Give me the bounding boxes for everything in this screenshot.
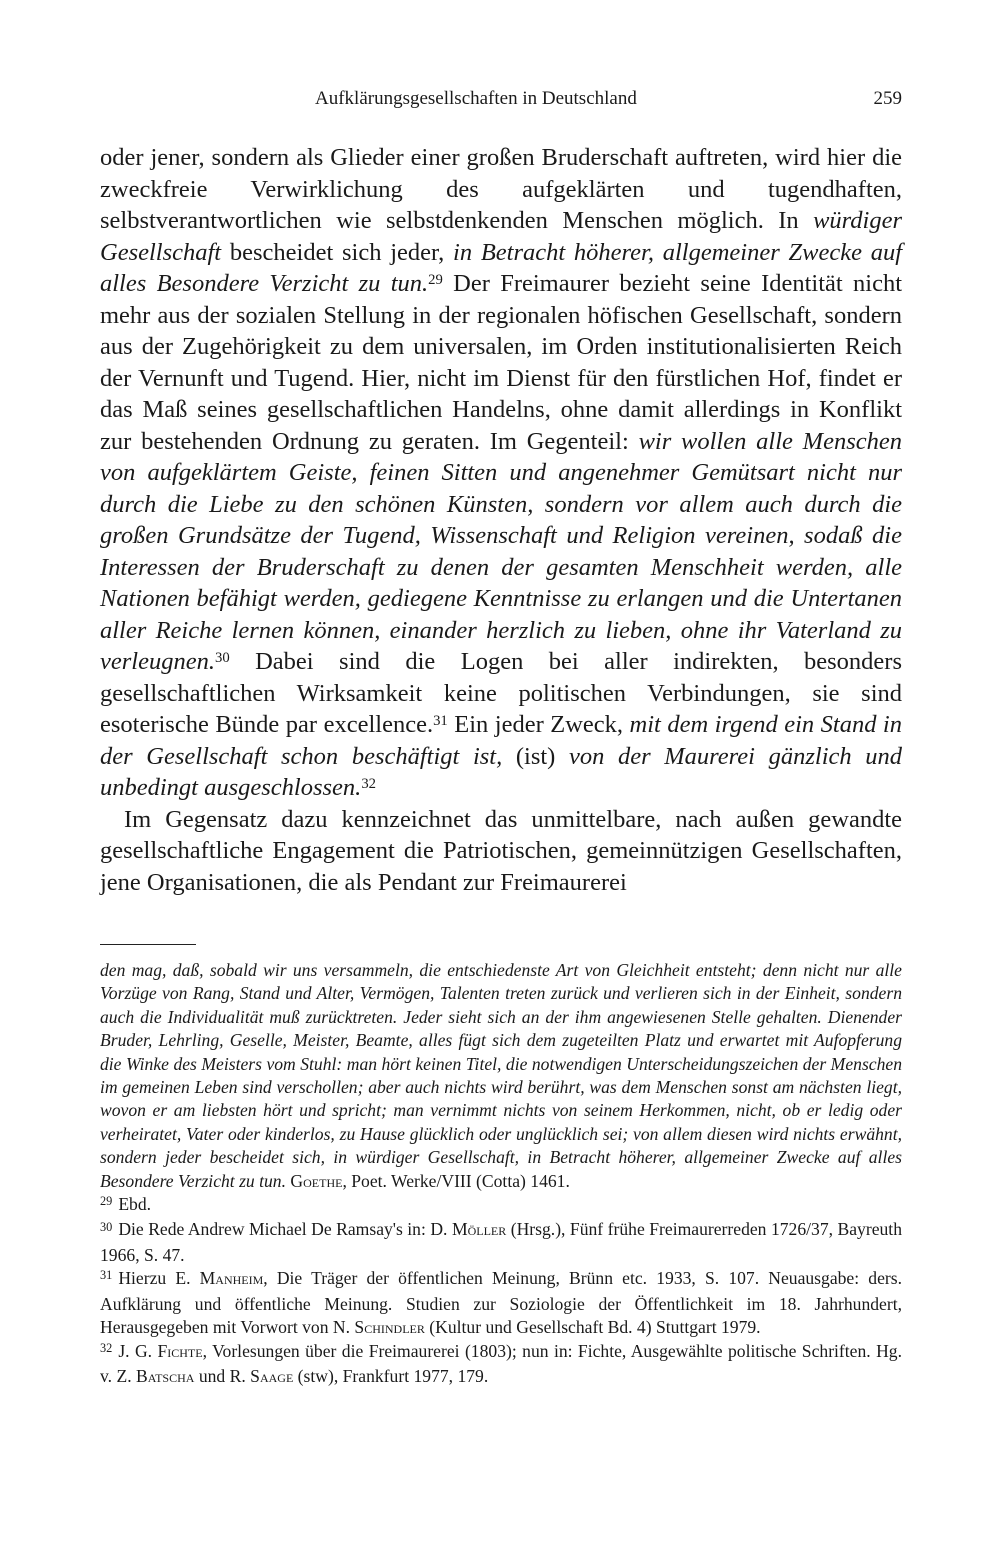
author-name: Möller — [451, 1219, 507, 1240]
text-run: Dabei sind die Logen bei aller indirekten, besonders gesellschaftlichen Wirksamkeit keine politischen Verbindungen, sie sind esoterische Bünde par excellence. — [100, 648, 902, 738]
quote-italic: von der Maurerei gänzlich und unbedingt ausgeschlossen. — [100, 742, 903, 801]
text-run: , Poet. Werke/VIII (Cotta) 1461. — [342, 1170, 570, 1191]
quote-italic: würdiger Gesellschaft — [100, 207, 902, 266]
quote-italic: in Betracht höherer, allgemeiner Zwecke auf alles Besondere Verzicht zu tun. — [100, 238, 902, 297]
footnote-number: 29 — [100, 1194, 113, 1209]
quote-italic: mit dem irgend ein Stand in der Gesellschaft schon beschäftigt ist, — [100, 711, 902, 770]
paragraph-2: Im Gegensatz dazu kennzeichnet das unmittelbare, nach außen gewandte gesellschaftliche Engagement die Patriotischen, gemeinnützigen Gesellschaften, jene Organisationen, die als Pendant zur Freimaurerei — [100, 805, 902, 896]
text-run: und R. — [194, 1365, 251, 1386]
page-number: 259 — [873, 88, 902, 109]
author-name: Goethe — [290, 1170, 343, 1191]
quote-italic: wir wollen alle Menschen von aufgeklärtem Geiste, feinen Sitten und angenehmer Gemütsart nicht nur durch die Liebe zu den schönen Künsten, sondern vor allem auch durch die großen Grundsätze der Tugend, Wissenschaft und Religion vereinen, sodaß die Interessen der Bruderschaft zu denen der gesamten Menschheit werden, alle Nationen befähigt werden, gediegene Kenntnisse zu erlangen und die Untertanen aller Reiche lernen können, einander herzlich zu lieben, ohne ihr Vaterland zu verleugnen. — [100, 427, 902, 675]
footnote-32 — [100, 1340, 902, 1389]
main-text — [100, 142, 902, 898]
footnote-31 — [100, 1267, 902, 1339]
footnote-30 — [100, 1218, 902, 1267]
author-name: Fichte — [157, 1340, 203, 1361]
footnote-number: 31 — [100, 1268, 113, 1283]
footnote-29 — [100, 1193, 902, 1218]
footnote-ref-29[interactable]: 29 — [428, 271, 443, 288]
footnote-number: 32 — [100, 1340, 113, 1355]
text-run: oder jener, sondern als Glieder einer großen Bruderschaft auftreten, wird hier die zweckfreie Verwirklichung des aufgeklärten und tugendhaften, selbstverantwortlichen wie selbstdenkenden Menschen möglich. In — [100, 144, 902, 234]
footnote-number: 30 — [100, 1219, 113, 1234]
author-name: Batscha — [136, 1365, 195, 1386]
text-run: (Hrsg.), Fünf frühe Freimaurerreden 1726/37, Bayreuth 1966, S. 47. — [100, 1219, 902, 1265]
text-run: Hierzu E. — [118, 1268, 200, 1289]
author-name: Saage — [250, 1365, 294, 1386]
author-name: Manheim — [199, 1268, 264, 1289]
text-run: J. G. — [118, 1340, 158, 1361]
text-run: (stw), Frankfurt 1977, 179. — [293, 1365, 489, 1386]
text-run: Ebd. — [118, 1194, 152, 1215]
paragraph-1 — [100, 142, 902, 804]
running-title: Aufklärungsgesellschaften in Deutschland — [315, 88, 637, 109]
text-run: (Kultur und Gesellschaft Bd. 4) Stuttgart 1979. — [424, 1317, 761, 1338]
text-run: , Vorlesungen über die Freimaurerei (1803); nun in: Fichte, Ausgewählte politische Schriften. Hg. v. Z. — [100, 1340, 902, 1386]
author-name: Schindler — [354, 1317, 425, 1338]
text-run: (ist) — [502, 742, 569, 770]
footnote-ref-31[interactable]: 31 — [433, 712, 448, 729]
text-run: Ein jeder Zweck, — [447, 711, 630, 738]
footnote-ref-30[interactable]: 30 — [214, 649, 230, 666]
footnote-continuation — [100, 959, 902, 1193]
footnotes — [100, 959, 902, 1388]
footnote-ref-32[interactable]: 32 — [361, 775, 376, 792]
text-run: , Die Träger der öffentlichen Meinung, Brünn etc. 1933, S. 107. Neuausgabe: ders. Aufklärung und öffentliche Meinung. Studien zur Soziologie der Öffentlichkeit im 18. Jahrhundert, Herausgegeben mit Vorwort von N. — [100, 1268, 902, 1338]
footnote-divider — [100, 944, 196, 945]
text-run: Der Freimaurer bezieht seine Identität nicht mehr aus der sozialen Stellung in der regionalen höfischen Gesellschaft, sondern aus der Zugehörigkeit zu dem universalen, im Orden institutionalisierten Reich der Vernunft und Tugend. Hier, nicht im Dienst für den fürstlichen Hof, findet er das Maß seines gesellschaftlichen Handelns, ohne damit allerdings in Konflikt zur bestehenden Ordnung zu geraten. Im Gegenteil: — [100, 270, 902, 455]
footnote-quote: den mag, daß, sobald wir uns versammeln, die entschiedenste Art von Gleichheit entsteht; denn nicht nur alle Vorzüge von Rang, Stand und Alter, Vermögen, Talenten treten zurück und verlieren sich in der Einheit, sondern auch die Individualität muß zurücktreten. Jeder sieht sich an der ihm angewiesenen Stelle gehalten. Dienender Bruder, Lehrling, Geselle, Meister, Beamte, alles fügt sich dem zugeteilten Platz und erwartet mit Aufopferung die Winke des Meisters vom Stuhl: man hört keinen Titel, die notwendigen Unterscheidungszeichen der Menschen im gemeinen Leben sind verschollen; aber auch nichts wird berührt, was dem Menschen sonst am nächsten liegt, wovon er am liebsten hört und spricht; man vernimmt nichts von seinem Herkommen, nicht, ob er ledig oder verheiratet, Vater oder kinderlos, zu Hause glücklich oder unglücklich sei; von allem diesen wird nichts erwähnt, sondern jeder bescheidet sich, in würdiger Gesellschaft, in Betracht höherer, allgemeiner Zwecke auf alles Besondere Verzicht zu tun. — [100, 960, 902, 1191]
text-run: bescheidet sich jeder, — [221, 238, 454, 266]
text-run: Die Rede Andrew Michael De Ramsay's in: D. — [118, 1219, 452, 1240]
running-head — [100, 88, 902, 118]
